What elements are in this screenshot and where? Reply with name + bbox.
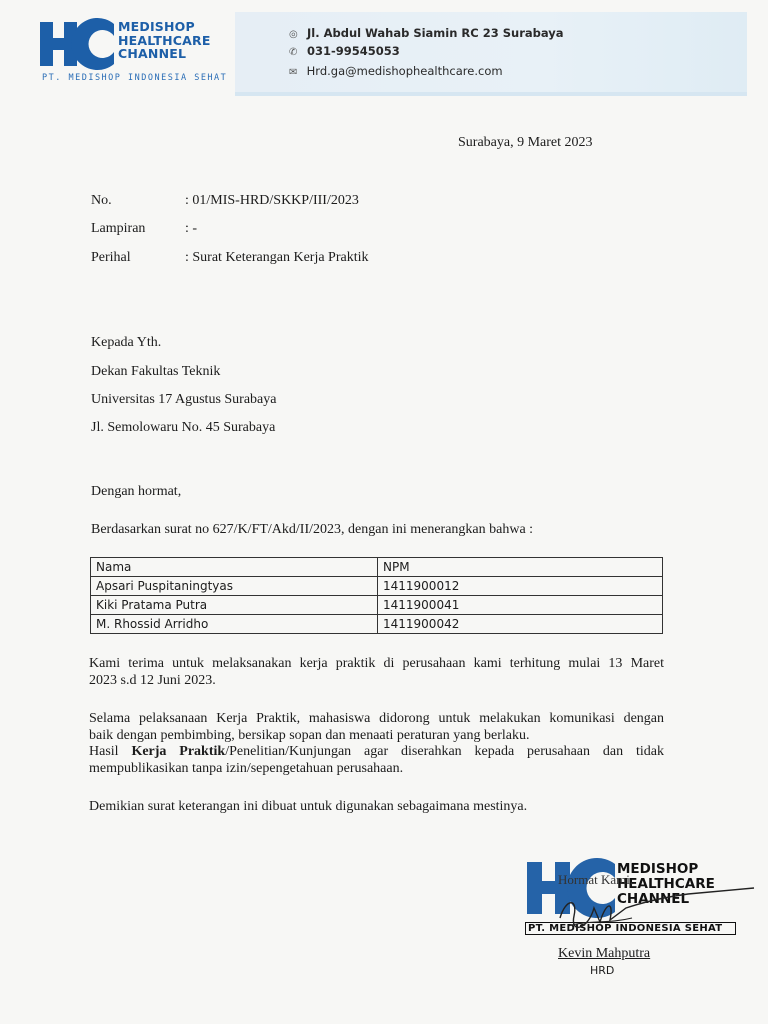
logo-wordmark: [118, 20, 238, 61]
recipient-line-1: Kepada Yth.: [91, 335, 162, 350]
paragraph-conduct-line-2: baik dengan pembimbing, bersikap sopan dan menaati peraturan yang berlaku.: [89, 727, 530, 743]
logo-tagline: PT. MEDISHOP INDONESIA SEHAT: [42, 73, 228, 83]
meta-perihal: [91, 250, 369, 266]
contact-phone: [289, 44, 400, 58]
paragraph-conduct: [89, 711, 664, 777]
closing-text: Demikian surat keterangan ini dibuat untuk digunakan sebagaimana mestinya.: [89, 799, 528, 814]
stamp-line-3: CHANNEL: [617, 891, 690, 907]
paragraph-conduct-line-3: [89, 744, 664, 761]
line-3-prefix: Hasil: [89, 744, 132, 759]
greeting: Dengan hormat,: [91, 484, 182, 499]
paragraph-acceptance: [89, 656, 664, 689]
student-name: Apsari Puspitaningtyas: [91, 577, 378, 596]
stamp-line-2: HEALTHCARE: [617, 876, 715, 892]
contact-email: [289, 64, 503, 78]
stamp-line-1: MEDISHOP: [617, 861, 699, 877]
student-table: [90, 557, 663, 634]
hc-logo-icon: [40, 18, 116, 70]
paragraph-acceptance-line-2: 2023 s.d 12 Juni 2023.: [89, 672, 216, 688]
logo-line-1: MEDISHOP: [118, 19, 195, 34]
student-name: Kiki Pratama Putra: [91, 596, 378, 615]
recipient-line-2: Dekan Fakultas Teknik: [91, 364, 221, 379]
location-pin-icon: ◎: [289, 29, 298, 40]
contact-band: [235, 12, 747, 96]
stamp-company-name: PT. MEDISHOP INDONESIA SEHAT: [525, 922, 736, 935]
salutation: Hormat Kami,: [558, 872, 634, 887]
email-text: Hrd.ga@medishophealthcare.com: [306, 64, 503, 78]
lampiran-label: Lampiran: [91, 221, 146, 236]
logo-line-3: CHANNEL: [118, 46, 187, 61]
paragraph-conduct-line-4: mempublikasikan tanpa izin/sepengetahuan perusahaan.: [89, 760, 404, 776]
line-3-bold: Kerja Praktik: [131, 744, 226, 759]
logo-line-2: HEALTHCARE: [118, 32, 211, 48]
letter-date: Surabaya, 9 Maret 2023: [458, 135, 593, 150]
no-value: : 01/MIS-HRD/SKKP/III/2023: [185, 193, 359, 208]
meta-number: [91, 193, 359, 209]
table-header-row: [91, 558, 663, 577]
student-npm: 1411900012: [378, 577, 663, 596]
recipient-line-4: Jl. Semolowaru No. 45 Surabaya: [91, 420, 276, 435]
table-row: [91, 577, 663, 596]
table-row: [91, 615, 663, 634]
handwritten-signature: [548, 878, 756, 938]
table-row: [91, 596, 663, 615]
phone-icon: ✆: [289, 47, 298, 58]
recipient-line-3: Universitas 17 Agustus Surabaya: [91, 392, 277, 407]
meta-lampiran: [91, 221, 197, 237]
student-npm: 1411900042: [378, 615, 663, 634]
phone-text: 031-99545053: [307, 44, 400, 58]
line-3-suffix: /Penelitian/Kunjungan agar diserahkan kepada perusahaan dan tidak: [225, 744, 664, 759]
envelope-icon: ✉: [289, 67, 298, 78]
perihal-label: Perihal: [91, 250, 131, 265]
student-npm: 1411900041: [378, 596, 663, 615]
intro-text: Berdasarkan surat no 627/K/FT/Akd/II/2023, dengan ini menerangkan bahwa :: [91, 522, 534, 537]
no-label: No.: [91, 193, 112, 208]
header-npm: NPM: [378, 558, 663, 577]
lampiran-value: : -: [185, 221, 198, 236]
address-text: Jl. Abdul Wahab Siamin RC 23 Surabaya: [307, 26, 564, 40]
signer-role: HRD: [590, 964, 615, 977]
header-nama: Nama: [91, 558, 378, 577]
paragraph-acceptance-line-1: Kami terima untuk melaksanakan kerja praktik di perusahaan kami terhitung mulai 13 Maret: [89, 656, 664, 671]
paragraph-conduct-line-1: Selama pelaksanaan Kerja Praktik, mahasiswa didorong untuk melakukan komunikasi dengan: [89, 711, 664, 726]
signer-name: Kevin Mahputra: [558, 946, 651, 961]
student-name: M. Rhossid Arridho: [91, 615, 378, 634]
contact-address: [289, 26, 564, 40]
perihal-value: : Surat Keterangan Kerja Praktik: [185, 250, 369, 265]
